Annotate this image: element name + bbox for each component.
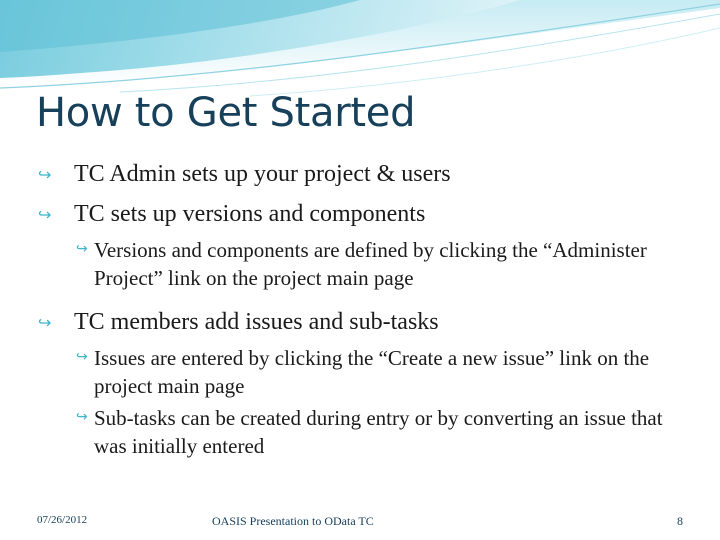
footer-title: OASIS Presentation to OData TC — [212, 514, 374, 528]
curved-arrow-bullet-icon: ↪ — [76, 410, 88, 425]
curved-arrow-bullet-icon: ↪ — [38, 167, 52, 184]
bullet-list — [38, 156, 678, 464]
curved-arrow-bullet-icon: ↪ — [76, 242, 88, 257]
curved-arrow-bullet-icon: ↪ — [38, 315, 52, 332]
sub-bullet-item — [38, 404, 678, 460]
sub-bullet-item — [38, 344, 678, 400]
sub-bullet-item — [38, 236, 678, 292]
slide-number: 8 — [677, 514, 683, 528]
bullet-item — [38, 156, 678, 192]
footer-date: 07/26/2012 — [37, 514, 88, 526]
bullet-item — [38, 196, 678, 232]
bullet-text: Versions and components are defined by clicking the “Administer Project” link on the project main page — [94, 238, 647, 290]
curved-arrow-bullet-icon: ↪ — [76, 350, 88, 365]
bullet-text: TC members add issues and sub-tasks — [74, 309, 439, 335]
spacer — [38, 296, 678, 304]
curved-arrow-bullet-icon: ↪ — [38, 207, 52, 224]
bullet-text: Sub-tasks can be created during entry or by converting an issue that was initially entered — [94, 406, 663, 458]
bullet-text: Issues are entered by clicking the “Create a new issue” link on the project main page — [94, 346, 650, 398]
bullet-text: TC Admin sets up your project & users — [74, 161, 451, 187]
bullet-item — [38, 304, 678, 340]
bullet-text: TC sets up versions and components — [74, 201, 426, 227]
slide-title: How to Get Started — [36, 90, 416, 136]
